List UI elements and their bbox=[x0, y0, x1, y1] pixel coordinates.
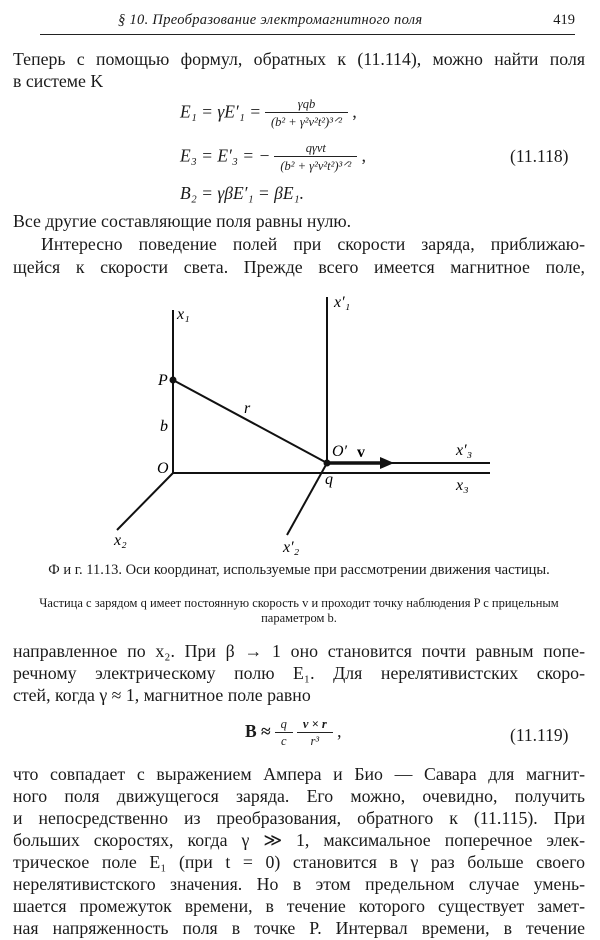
running-header bbox=[40, 12, 575, 34]
para2-line2: Интересно поведение полей при скорости заряда, приближаю- bbox=[41, 234, 585, 254]
para3-line3: стей, когда γ ≈ 1, магнитное поле равно bbox=[13, 685, 311, 705]
e3-denominator: (b² + γ²v²t²)³ᐟ² bbox=[274, 156, 357, 174]
figure-11-13 bbox=[0, 285, 600, 560]
para4-line3: и непосредственно из преобразования, обратного к (11.115). При bbox=[13, 808, 585, 828]
eq2-fraction-2 bbox=[297, 717, 333, 749]
e3-fraction bbox=[274, 141, 357, 174]
vector-r bbox=[173, 380, 327, 463]
velocity-arrowhead bbox=[380, 457, 394, 469]
eq2-fraction-1 bbox=[275, 717, 293, 749]
para1-line2: в системе K bbox=[13, 71, 104, 91]
point-p bbox=[170, 377, 177, 384]
para2-line1: Все другие составляющие поля равны нулю. bbox=[13, 211, 352, 231]
label-x2-prime: x′₂ bbox=[283, 539, 300, 556]
label-x2: x₂ bbox=[114, 532, 127, 549]
para4-line8: ная напряженность поля в точке P. Интервал времени, в течение bbox=[13, 918, 585, 938]
para2-line3: щейся к скорости света. Прежде всего имеется магнитное поле, bbox=[13, 257, 585, 277]
para4-line2: ного поля движущегося заряда. Его можно, очевидно, получить bbox=[13, 786, 585, 806]
e1-fraction bbox=[265, 97, 348, 130]
equation-e3 bbox=[180, 141, 366, 174]
para4-line7: шается промежуток времени, в течение которого существует замет- bbox=[13, 896, 585, 916]
e3-lhs: E₃ = E′₃ = − bbox=[180, 145, 271, 166]
para4-line6: нерелятивистского значения. Но в этом предельном случае умень- bbox=[13, 874, 585, 894]
e1-denominator: (b² + γ²v²t²)³ᐟ² bbox=[265, 112, 348, 130]
eq2-f1-numerator: q bbox=[280, 717, 287, 731]
label-x3-prime: x′₃ bbox=[456, 442, 473, 459]
label-o: O bbox=[157, 460, 169, 477]
charge-q bbox=[324, 460, 331, 467]
equation-b2: B₂ = γβE′₁ = βE₁. bbox=[180, 183, 304, 203]
para3-line1: направленное по x₂. При β → 1 оно становится почти равным попе- bbox=[13, 641, 585, 661]
e3-numerator: qγvt bbox=[305, 141, 326, 155]
e1-numerator: γqb bbox=[297, 97, 316, 111]
label-o-prime: O′ bbox=[332, 443, 348, 460]
running-title: § 10. Преобразование электромагнитного поля bbox=[118, 12, 423, 28]
label-x3: x₃ bbox=[456, 477, 469, 494]
equation-11-119 bbox=[245, 717, 341, 749]
label-x1-prime: x′₁ bbox=[334, 294, 351, 311]
label-x1: x₁ bbox=[177, 306, 190, 323]
equation-e1 bbox=[180, 97, 357, 130]
para4-line4: больших скоростях, когда γ ≫ 1, максимальное поперечное элек- bbox=[13, 830, 585, 850]
para3-line2: речному электрическому полю E₁. Для нерелятивистских скоро- bbox=[13, 663, 585, 683]
eq2-lhs: B ≈ bbox=[245, 721, 271, 742]
e1-lhs: E₁ = γE′₁ = bbox=[180, 101, 262, 122]
eq2-comma: , bbox=[337, 721, 342, 742]
page-number: 419 bbox=[553, 12, 575, 28]
figure-subcaption: Частица с зарядом q имеет постоянную скорость v и проходит точку наблюдения P с прицельным параметром b. bbox=[39, 596, 559, 625]
eq2-f2-numerator: v × r bbox=[302, 717, 327, 731]
e1-comma: , bbox=[352, 101, 357, 122]
label-r: r bbox=[244, 400, 251, 417]
label-b: b bbox=[160, 418, 168, 435]
equation-number-11-119: (11.119) bbox=[510, 725, 569, 745]
eq2-f1-denominator: c bbox=[275, 732, 293, 749]
e3-comma: , bbox=[361, 145, 367, 166]
header-rule bbox=[40, 34, 575, 35]
axis-x2 bbox=[117, 473, 173, 530]
para1-line1: Теперь с помощью формул, обратных к (11.114), можно найти поля bbox=[13, 49, 585, 69]
para4-line5: трическое поле E₁ (при t = 0) становится в γ раз больше своего bbox=[13, 852, 585, 872]
figure-caption: Ф и г. 11.13. Оси координат, используемые при рассмотрении движения частицы. bbox=[48, 562, 550, 578]
label-v: v bbox=[357, 444, 365, 461]
label-p: P bbox=[158, 372, 168, 389]
label-q: q bbox=[325, 471, 333, 488]
eq2-f2-denominator: r³ bbox=[297, 732, 333, 749]
equation-number-11-118: (11.118) bbox=[510, 146, 569, 166]
para4-line1: что совпадает с выражением Ампера и Био — Савара для магнит- bbox=[13, 764, 585, 784]
